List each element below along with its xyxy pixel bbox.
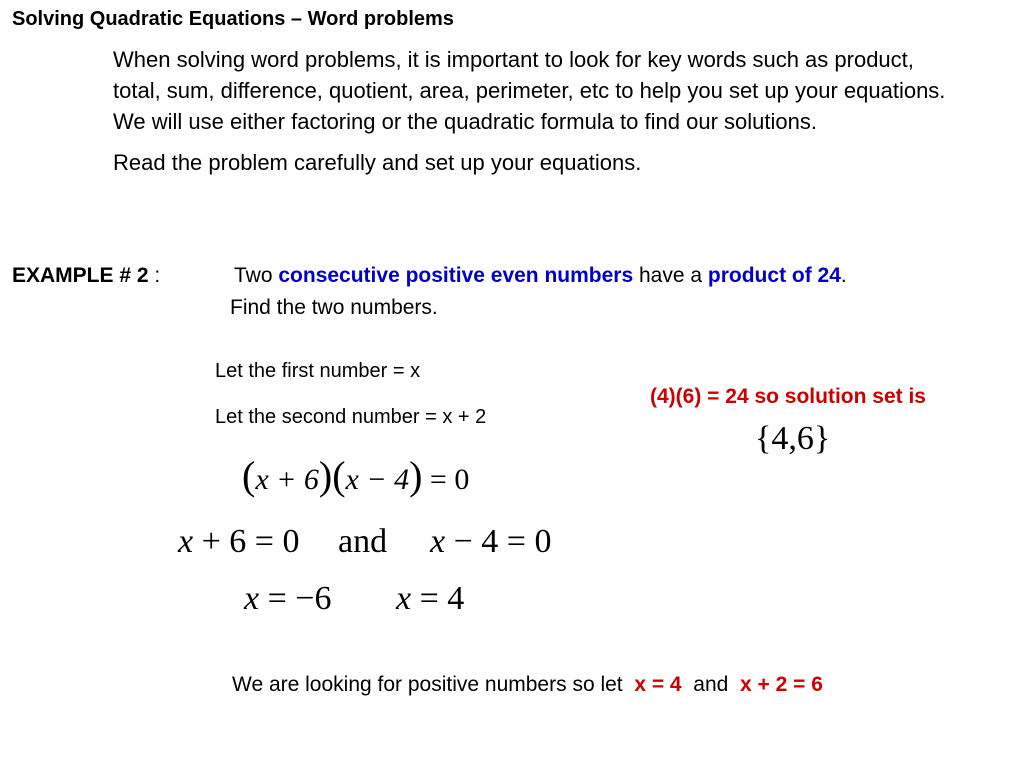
keyword-product: product of 24 xyxy=(707,264,841,287)
example-problem xyxy=(234,264,847,288)
example-label xyxy=(12,264,160,288)
solution-2 xyxy=(396,580,464,618)
intro-paragraph-1: When solving word problems, it is important to look for key words such as product, total, sum, difference, quotient, area, perimeter, etc to help you set up your equations. We will use either factoring or the quadratic formula to find our solutions. xyxy=(113,47,946,134)
equation-and: and xyxy=(338,523,388,560)
page-title: Solving Quadratic Equations – Word problems xyxy=(12,8,454,30)
sol2-rest: = 4 xyxy=(419,580,465,617)
sol2-variable: x xyxy=(396,580,412,617)
factor-b: x − 4 xyxy=(345,463,410,496)
equation-line-2 xyxy=(430,523,551,561)
example-colon: : xyxy=(154,264,161,287)
intro-block xyxy=(113,44,963,178)
setup-second: Let the second number = x + 2 xyxy=(215,406,487,428)
equation-line-1 xyxy=(178,523,299,561)
example-text-two: Two xyxy=(234,264,273,287)
example-label-text: EXAMPLE # 2 xyxy=(12,264,149,287)
solution-set: {4,6} xyxy=(755,420,831,457)
eq2-variable: x xyxy=(430,523,446,560)
factored-equation: (x + 6)(x − 4) = 0 xyxy=(242,453,470,498)
intro-paragraph-2: Read the problem carefully and set up your equations. xyxy=(113,150,642,175)
setup-first: Let the first number = x xyxy=(215,360,421,382)
conclusion-text: We are looking for positive numbers so let xyxy=(232,673,623,696)
example-period: . xyxy=(840,264,847,287)
factored-rhs: = 0 xyxy=(429,463,470,496)
sol1-rest: = −6 xyxy=(267,580,332,617)
factor-a: x + 6 xyxy=(255,463,319,496)
example-question: Find the two numbers. xyxy=(230,296,438,319)
eq1-rest: + 6 = 0 xyxy=(201,523,300,560)
keyword-consecutive: consecutive positive even numbers xyxy=(278,264,634,287)
solution-1 xyxy=(244,580,331,618)
conclusion-and: and xyxy=(693,673,729,696)
conclusion xyxy=(232,673,823,697)
conclusion-value-2: x + 2 = 6 xyxy=(740,673,823,696)
eq2-rest: − 4 = 0 xyxy=(453,523,552,560)
conclusion-value-1: x = 4 xyxy=(634,673,682,696)
eq1-variable: x xyxy=(178,523,194,560)
solution-statement: (4)(6) = 24 so solution set is xyxy=(650,385,926,408)
example-text-have: have a xyxy=(639,264,703,287)
sol1-variable: x xyxy=(244,580,260,617)
